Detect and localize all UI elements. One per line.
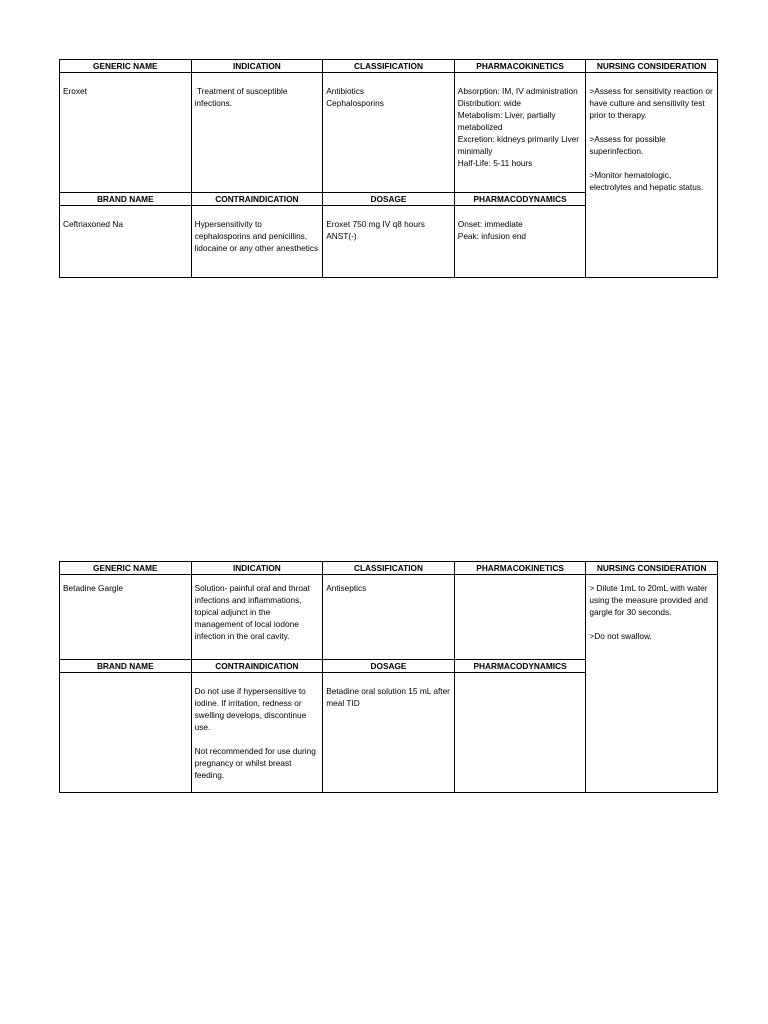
- header-pharmacodynamics: PHARMACODYNAMICS: [454, 660, 586, 673]
- nursing-consideration-item: >Do not swallow.: [589, 631, 652, 641]
- header-contraindication: CONTRAINDICATION: [191, 660, 323, 673]
- dosage-text: Eroxet 750 mg IV q8 hours ANST(-): [326, 219, 425, 241]
- pharmacokinetics-line: Absorption: IM, IV administration: [457, 86, 578, 96]
- pharmacodynamics-line: Onset: immediate: [457, 219, 523, 229]
- brand-name-cell: [60, 673, 192, 793]
- generic-name-cell: [60, 73, 192, 193]
- contraindication-cell: [191, 206, 323, 278]
- header-generic-name: GENERIC NAME: [60, 60, 192, 73]
- classification-line: Cephalosporins: [326, 98, 384, 108]
- header-brand-name: BRAND NAME: [60, 193, 192, 206]
- indication-text: Solution- painful oral and throat infections and inflammations, topical adjunct in the management of local iodone infection in the oral cavity.: [194, 583, 310, 641]
- contraindication-cell: [191, 673, 323, 793]
- header-pharmacokinetics: PHARMACOKINETICS: [454, 60, 586, 73]
- header-contraindication: CONTRAINDICATION: [191, 193, 323, 206]
- header-dosage: DOSAGE: [323, 660, 455, 673]
- indication-text: Treatment of susceptible infections.: [194, 86, 290, 108]
- content-row-top: [60, 575, 718, 660]
- header-classification: CLASSIFICATION: [323, 562, 455, 575]
- header-generic-name: GENERIC NAME: [60, 562, 192, 575]
- brand-name-cell: [60, 206, 192, 278]
- pharmacodynamics-cell: [454, 673, 586, 793]
- pharmacokinetics-cell: [454, 73, 586, 193]
- pharmacokinetics-line: Metabolism: Liver, partially metabolized: [457, 110, 556, 132]
- drug-table-betadine: [59, 561, 718, 793]
- header-brand-name: BRAND NAME: [60, 660, 192, 673]
- classification-line: Antibiotics: [326, 86, 365, 96]
- indication-cell: [191, 73, 323, 193]
- nursing-consideration-item: > Dilute 1mL to 20mL with water using the measure provided and gargle for 30 seconds.: [589, 583, 708, 617]
- nursing-consideration-cell: [586, 73, 718, 278]
- dosage-text: Betadine oral solution 15 mL after meal TID: [326, 686, 450, 708]
- classification-line: Antiseptics: [326, 583, 367, 593]
- pharmacodynamics-line: Peak: infusion end: [457, 231, 527, 241]
- header-pharmacodynamics: PHARMACODYNAMICS: [454, 193, 586, 206]
- header-pharmacokinetics: PHARMACOKINETICS: [454, 562, 586, 575]
- header-nursing-consideration: NURSING CONSIDERATION: [586, 562, 718, 575]
- nursing-consideration-cell: [586, 575, 718, 793]
- dosage-cell: [323, 206, 455, 278]
- drug-table-eroxet: [59, 59, 718, 278]
- header-row-top: [60, 562, 718, 575]
- classification-cell: [323, 575, 455, 660]
- pharmacokinetics-line: Distribution: wide: [457, 98, 521, 108]
- generic-name: Eroxet: [63, 86, 87, 96]
- pharmacokinetics-line: Half-Life: 5-11 hours: [457, 158, 533, 168]
- pharmacokinetics-cell: [454, 575, 586, 660]
- header-dosage: DOSAGE: [323, 193, 455, 206]
- contraindication-text: Do not use if hypersensitive to iodine. If irritation, redness or swelling develops, discontinue use.: [194, 686, 307, 732]
- generic-name: Betadine Gargle: [63, 583, 123, 593]
- nursing-consideration-item: >Monitor hematologic, electrolytes and hepatic status.: [589, 170, 704, 192]
- classification-cell: [323, 73, 455, 193]
- header-row-top: [60, 60, 718, 73]
- content-row-top: [60, 73, 718, 193]
- dosage-cell: [323, 673, 455, 793]
- header-indication: INDICATION: [191, 60, 323, 73]
- pharmacodynamics-cell: [454, 206, 586, 278]
- indication-cell: [191, 575, 323, 660]
- contraindication-text: Hypersensitivity to cephalosporins and penicillins, lidocaine or any other anesthetics: [194, 219, 319, 253]
- brand-name: Ceftriaxoned Na: [63, 219, 123, 229]
- generic-name-cell: [60, 575, 192, 660]
- header-nursing-consideration: NURSING CONSIDERATION: [586, 60, 718, 73]
- pharmacokinetics-line: Excretion: kidneys primarily Liver minimally: [457, 134, 580, 156]
- nursing-consideration-item: >Assess for sensitivity reaction or have culture and sensitivity test prior to therapy.: [589, 86, 713, 120]
- nursing-consideration-item: >Assess for possible superinfection.: [589, 134, 666, 156]
- contraindication-text: Not recommended for use during pregnancy or whilst breast feeding.: [194, 746, 316, 780]
- header-indication: INDICATION: [191, 562, 323, 575]
- header-classification: CLASSIFICATION: [323, 60, 455, 73]
